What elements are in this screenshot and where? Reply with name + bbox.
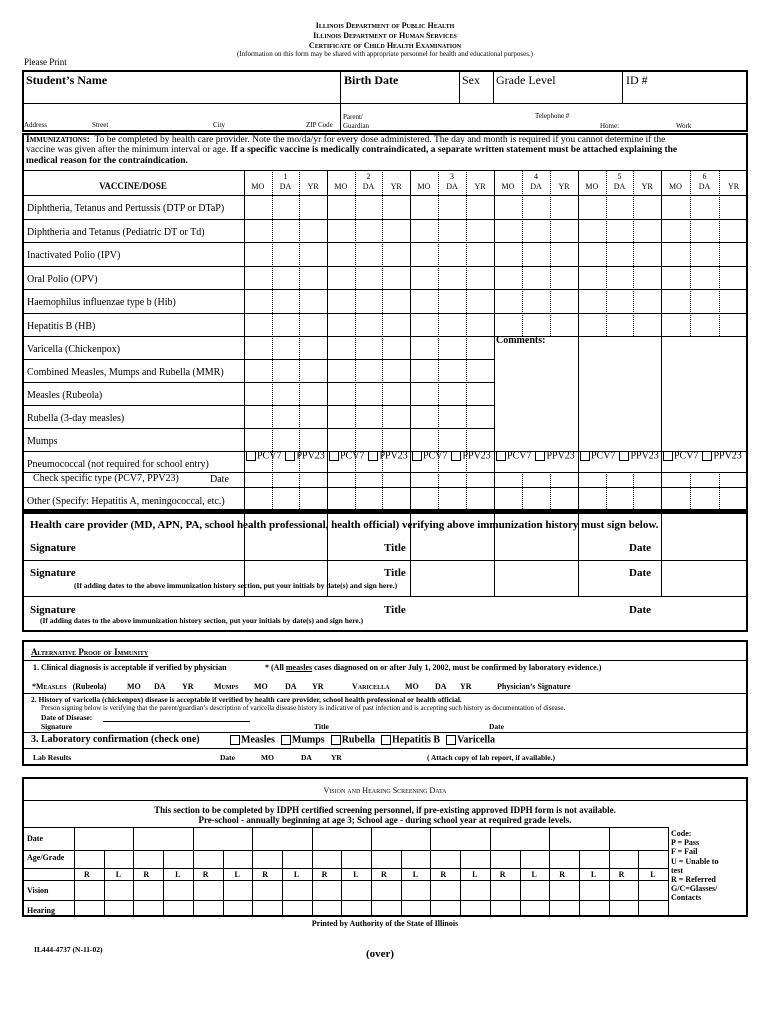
pcv7-checkbox[interactable] (246, 451, 256, 461)
left-eye-label: L (175, 870, 181, 879)
right-eye-label: R (143, 870, 150, 879)
lab-results-label: Lab Results (33, 753, 72, 762)
header-line-3: Certificate of Child Health Examination (308, 41, 462, 50)
code-line: Code: (671, 829, 692, 838)
lab-option-checkbox[interactable] (331, 735, 341, 745)
code-line: U = Unable to (671, 856, 719, 866)
birth-date-label: Birth Date (344, 73, 399, 87)
pneumo-type-options (246, 451, 325, 461)
code-line: R = Referred (671, 875, 716, 885)
vision-heading: Vision and Hearing Screening Data (323, 786, 447, 795)
dose-subcol-label: MO (334, 182, 348, 191)
ppv23-label: PPV23 (546, 450, 575, 462)
code-line: P = Pass (671, 838, 700, 848)
pcv7-label: PCV7 (257, 450, 282, 462)
left-eye-label: L (115, 870, 122, 879)
left-eye-label: L (234, 870, 240, 879)
header-line-2: Illinois Department of Human Services (313, 31, 457, 40)
right-eye-label: R (440, 870, 447, 879)
vaccine-dose-header: VACCINE/DOSE (99, 181, 167, 191)
initials-note-2: (If adding dates to the above immunization history section, put your initials by date(s) and sign here.) (40, 616, 364, 625)
lab-option-label: Mumps (291, 734, 325, 746)
alt-item-2: 2. History of varicella (chickenpox) disease is acceptable if verified by health care provider, school health professional or health official. (31, 695, 462, 704)
lab-option-checkbox[interactable] (230, 735, 240, 745)
dose-subcol-label: DA (698, 182, 711, 191)
vision-line-1: This section to be completed by IDPH certified screening personnel, if pre-existing approved IDPH form is not available. (154, 805, 616, 815)
dose-number: 3 (450, 172, 454, 181)
left-eye-label: L (293, 870, 300, 879)
right-eye-label: R (381, 870, 387, 879)
right-eye-label: R (618, 870, 625, 879)
lab-mo-label: MO (261, 753, 274, 762)
lab-option-checkbox[interactable] (381, 735, 391, 745)
dose-subcol-label: YR (641, 182, 653, 191)
signature-3-label: Signature (30, 604, 76, 616)
guardian-label: Guardian (343, 122, 370, 130)
please-print: Please Print (24, 57, 67, 67)
ppv23-checkbox[interactable] (285, 451, 295, 461)
immunization-instructions-1: Immunizations: To be completed by health care provider. Note the mo/da/yr for every dose administered. The day and month is required if you cannot determine if the (26, 135, 666, 145)
pneumo-type-options (496, 451, 575, 461)
ppv23-label: PPV23 (379, 450, 408, 462)
dose-number: 2 (366, 172, 371, 181)
alt-item-2-note: Person signing below is verifying that the parent/guardian’s description of varicella disease history is indicative of past infection and is accepting such history as documentation of disease. (41, 704, 566, 712)
lab-option-label: Hepatitis B (392, 734, 441, 746)
pcv7-label: PCV7 (674, 450, 699, 462)
right-eye-label: R (559, 870, 565, 879)
alt-date-label: Date (489, 722, 504, 731)
vaccine-label: Diphtheria and Tetanus (Pediatric DT or Td) (27, 227, 205, 238)
student-name-label: Student’s Name (26, 73, 108, 87)
screening-row-label: Age/Grade (27, 853, 65, 862)
left-eye-label: L (531, 870, 537, 879)
lab-option-label: Rubella (341, 734, 376, 746)
right-eye-label: R (321, 870, 328, 879)
over-label: (over) (366, 948, 395, 960)
screening-row-label: Vision (27, 886, 49, 895)
immunization-instructions-3: medical reason for the contraindication. (26, 156, 188, 166)
vaccine-label: Oral Polio (OPV) (27, 274, 98, 285)
right-eye-label: R (84, 870, 90, 879)
ppv23-checkbox[interactable] (368, 451, 378, 461)
signature-2-label: Signature (30, 567, 76, 579)
title-3-label: Title (384, 604, 406, 616)
home-label: Home: (600, 122, 620, 130)
left-eye-label: L (590, 870, 597, 879)
provider-note: Health care provider (MD, APN, PA, school health professional, health official) verifying above immunization history must sign below. (30, 519, 659, 531)
pcv7-checkbox[interactable] (663, 451, 673, 461)
lab-options (230, 735, 495, 745)
pcv7-label: PCV7 (591, 450, 616, 462)
lab-option-checkbox[interactable] (281, 735, 291, 745)
ppv23-checkbox[interactable] (451, 451, 461, 461)
dose-number: 1 (283, 172, 288, 181)
code-line: test (671, 865, 683, 875)
right-eye-label: R (262, 870, 268, 879)
pcv7-label: PCV7 (423, 450, 448, 462)
dose-subcol-label: YR (727, 182, 740, 191)
authority-note: Printed by Authority of the State of Illinois (311, 919, 459, 928)
comments-label: Comments: (496, 335, 546, 346)
right-eye-label: R (202, 870, 209, 879)
signature-1-label: Signature (30, 542, 76, 554)
alt-signature-label: Signature (41, 722, 73, 731)
date-3-label: Date (629, 604, 651, 616)
pneumo-type-options (329, 451, 408, 461)
attach-note: ( Attach copy of lab report, if available.) (427, 753, 555, 762)
pcv7-label: PCV7 (340, 450, 365, 462)
dose-subcol-label: DA (279, 182, 292, 191)
code-line: G/C=Glasses/ (671, 884, 718, 894)
left-eye-label: L (353, 870, 359, 879)
immunization-instructions-2: vaccine was given after the minimum interval or age. If a specific vaccine is medically contraindicated, a separate written statement must be attached explaining the (26, 145, 678, 155)
alt-title-label: Title (314, 722, 329, 731)
check-type-date: Date (210, 474, 229, 485)
pcv7-checkbox[interactable] (580, 451, 590, 461)
right-eye-label: R (499, 870, 506, 879)
vaccine-label: Haemophilus influenzae type b (Hib) (27, 297, 176, 308)
check-type-label: Check specific type (PCV7, PPV23) (33, 473, 179, 484)
lab-option-label: Measles (241, 734, 275, 746)
pneumo-type-options (580, 451, 659, 461)
left-eye-label: L (472, 870, 478, 879)
pcv7-checkbox[interactable] (412, 451, 422, 461)
ppv23-checkbox[interactable] (619, 451, 629, 461)
pcv7-checkbox[interactable] (329, 451, 339, 461)
pcv7-label: PCV7 (507, 450, 532, 462)
vaccine-label: Mumps (27, 436, 58, 447)
vaccine-label: Rubella (3-day measles) (27, 413, 125, 424)
measles-note: * (All measles cases diagnosed on or after July 1, 2002, must be confirmed by laboratory evidence.) (265, 663, 602, 672)
title-1-label: Title (384, 542, 406, 554)
date-2-label: Date (629, 567, 651, 579)
dose-number: 6 (702, 172, 707, 181)
alt-measles-row: *Measles (Rubeola) MO DA YR Mumps MO DA YR Varicella MO DA YR Physician’s Signature (32, 682, 571, 691)
lab-da-label: DA (301, 753, 312, 762)
other-label: Other (Specify: Hepatitis A, meningococcal, etc.) (27, 496, 225, 507)
vaccine-label: Pneumococcal (not required for school entry) (27, 459, 209, 470)
lab-option-checkbox[interactable] (446, 735, 456, 745)
left-eye-label: L (650, 870, 656, 879)
form-number: IL444-4737 (N-11-02) (34, 945, 103, 954)
ppv23-label: PPV23 (630, 450, 659, 462)
dose-subcol-label: YR (558, 182, 570, 191)
dose-subcol-label: MO (669, 182, 682, 191)
dose-subcol-label: MO (417, 182, 431, 191)
id-label: ID # (626, 73, 648, 87)
pcv7-checkbox[interactable] (496, 451, 506, 461)
dose-subcol-label: DA (362, 182, 375, 191)
dose-subcol-label: DA (446, 182, 458, 191)
dose-subcol-label: DA (613, 182, 626, 191)
left-eye-label: L (412, 870, 419, 879)
vaccine-label: Hepatitis B (HB) (27, 321, 96, 332)
screening-row-label: Date (27, 834, 43, 843)
ppv23-checkbox[interactable] (702, 451, 712, 461)
dose-subcol-label: DA (530, 182, 542, 191)
code-line: F = Fail (671, 847, 698, 857)
ppv23-checkbox[interactable] (535, 451, 545, 461)
telephone-label: Telephone # (535, 112, 570, 120)
dose-subcol-label: MO (251, 182, 265, 191)
header-note: (Information on this form may be shared with appropriate personnel for health and educational purposes.) (236, 50, 534, 58)
vaccine-label: Inactivated Polio (IPV) (27, 250, 121, 261)
street-label: Street (92, 121, 109, 129)
ppv23-label: PPV23 (713, 450, 742, 462)
alternative-proof-heading: Alternative Proof of Immunity (31, 647, 149, 657)
initials-note-1: (If adding dates to the above immunization history section, put your initials by date(s) and sign here.) (74, 581, 398, 590)
address-label: Address (24, 121, 47, 129)
code-line: Contacts (671, 893, 702, 903)
lab-date-label: Date (220, 753, 235, 762)
dose-number: 4 (534, 172, 538, 181)
pneumo-type-options (663, 451, 742, 461)
code-legend (671, 829, 718, 903)
parent-label: Parent/ (343, 113, 363, 121)
dose-number: 5 (617, 172, 622, 181)
vaccine-label: Combined Measles, Mumps and Rubella (MMR) (27, 367, 224, 378)
city-label: City (213, 121, 226, 129)
dose-subcol-label: YR (474, 182, 486, 191)
alt-item-1: 1. Clinical diagnosis is acceptable if verified by physician (33, 663, 227, 672)
dose-subcol-label: YR (307, 182, 319, 191)
screening-row-label: Hearing (27, 906, 55, 915)
header-line-1: Illinois Department of Public Health (315, 21, 455, 30)
vaccine-label: Varicella (Chickenpox) (27, 344, 121, 355)
grade-level-label: Grade Level (496, 73, 556, 87)
vaccine-label: Measles (Rubeola) (27, 390, 103, 401)
work-label: Work (676, 122, 692, 130)
vision-line-2: Pre-school - annually beginning at age 3; School age - during school year at required grade levels. (198, 815, 572, 825)
pneumo-type-options (412, 451, 491, 461)
lab-yr-label: YR (331, 753, 342, 762)
date-of-disease-label: Date of Disease: (41, 713, 93, 722)
dose-subcol-label: MO (585, 182, 599, 191)
title-2-label: Title (384, 567, 406, 579)
lab-option-label: Varicella (457, 734, 496, 746)
sex-label: Sex (462, 73, 480, 87)
ppv23-label: PPV23 (296, 450, 325, 462)
date-1-label: Date (629, 542, 651, 554)
vaccine-label: Diphtheria, Tetanus and Pertussis (DTP or DTaP) (27, 203, 225, 214)
dose-subcol-label: YR (390, 182, 402, 191)
dose-subcol-label: MO (501, 182, 515, 191)
zip-label: ZIP Code (306, 121, 333, 129)
alt-item-3: 3. Laboratory confirmation (check one) (31, 734, 200, 745)
ppv23-label: PPV23 (462, 450, 491, 462)
